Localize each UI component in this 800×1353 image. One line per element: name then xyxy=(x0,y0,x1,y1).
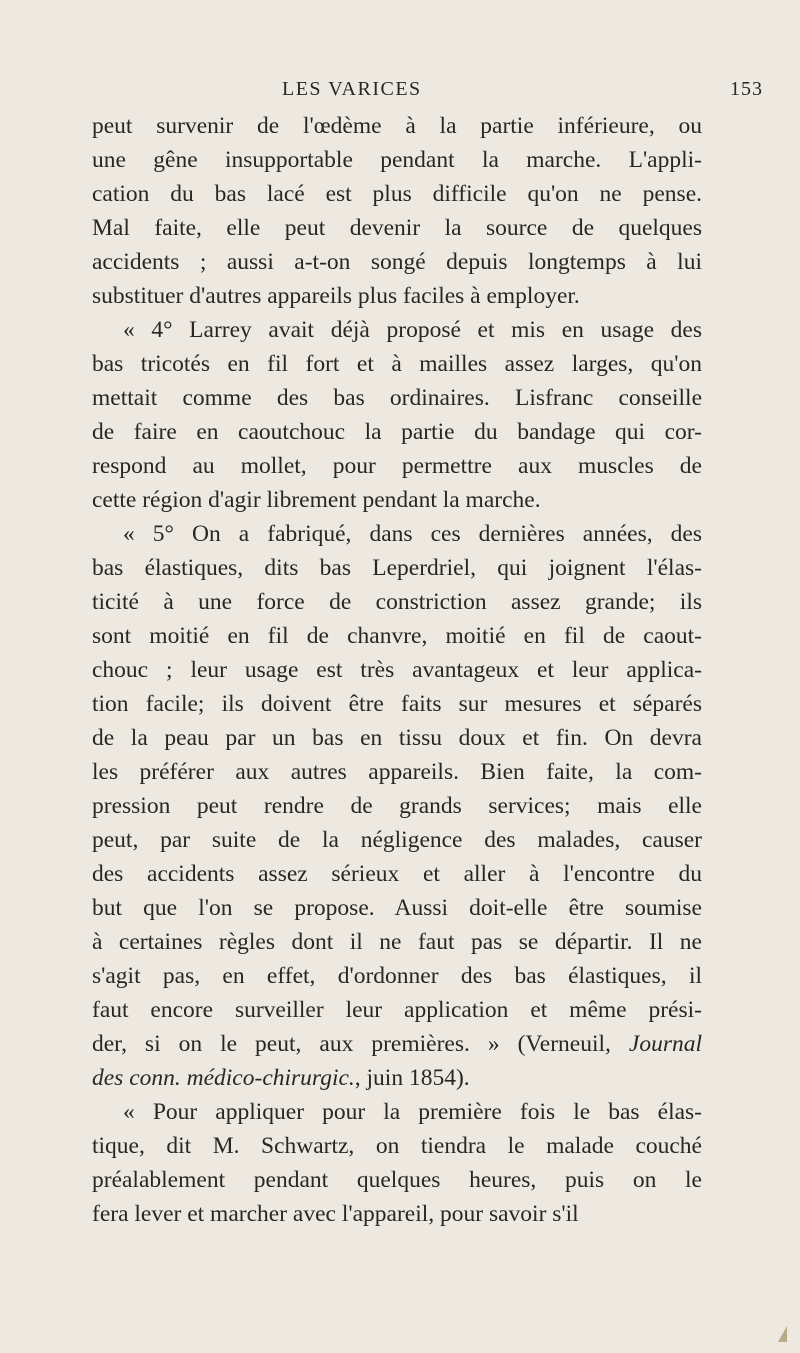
text-line: tique, dit M. Schwartz, on tiendra le malade couché xyxy=(92,1133,702,1159)
citation-date: , juin 1854). xyxy=(354,1065,470,1091)
text-line: substituer d'autres appareils plus faciles à employer. xyxy=(92,283,580,309)
text-line: pression peut rendre de grands services; mais elle xyxy=(92,793,702,819)
page-corner-mark xyxy=(778,1326,787,1342)
text-line: Mal faite, elle peut devenir la source de quelques xyxy=(92,215,702,241)
text-line: cation du bas lacé est plus difficile qu'on ne pense. xyxy=(92,181,702,207)
running-title: LES VARICES xyxy=(282,78,422,100)
text-line: chouc ; leur usage est très avantageux et leur applica- xyxy=(92,657,702,683)
text-line: préalablement pendant quelques heures, puis on le xyxy=(92,1167,702,1193)
text-line: s'agit pas, en effet, d'ordonner des bas élastiques, il xyxy=(92,963,702,989)
journal-title: Journal xyxy=(628,1031,703,1057)
text-line: but que l'on se propose. Aussi doit-elle être soumise xyxy=(92,895,702,921)
text-line-citation xyxy=(92,1027,702,1061)
text-line: respond au mollet, pour permettre aux muscles de xyxy=(92,453,702,479)
text-line: des accidents assez sérieux et aller à l'encontre du xyxy=(92,861,702,887)
text-line: sont moitié en fil de chanvre, moitié en fil de caout- xyxy=(92,623,702,649)
running-head xyxy=(0,78,800,108)
text-line: faut encore surveiller leur application et même prési- xyxy=(92,997,702,1023)
text-line: à certaines règles dont il ne faut pas se départir. Il ne xyxy=(92,929,702,955)
text-line: accidents ; aussi a-t-on songé depuis longtemps à lui xyxy=(92,249,702,275)
text-line: peut, par suite de la négligence des malades, causer xyxy=(92,827,702,853)
text-line: cette région d'agir librement pendant la marche. xyxy=(92,487,541,513)
text-line-citation xyxy=(92,1061,702,1095)
text-line: fera lever et marcher avec l'appareil, pour savoir s'il xyxy=(92,1201,579,1227)
text-line: tion facile; ils doivent être faits sur mesures et séparés xyxy=(92,691,702,717)
text-line: une gêne insupportable pendant la marche. L'appli- xyxy=(92,147,702,173)
journal-title-continued: des conn. médico-chirurgic. xyxy=(92,1065,355,1091)
text-line: les préférer aux autres appareils. Bien faite, la com- xyxy=(92,759,702,785)
citation-text: der, si on le peut, aux premières. » (Verneuil, xyxy=(92,1031,611,1057)
text-line: bas tricotés en fil fort et à mailles assez larges, qu'on xyxy=(92,351,702,377)
text-line: « 4° Larrey avait déjà proposé et mis en usage des xyxy=(123,317,702,343)
text-line: mettait comme des bas ordinaires. Lisfranc conseille xyxy=(92,385,702,411)
text-line: de la peau par un bas en tissu doux et fin. On devra xyxy=(92,725,702,751)
text-line: « Pour appliquer pour la première fois le bas élas- xyxy=(123,1099,702,1125)
page-number: 153 xyxy=(730,78,763,100)
text-line: de faire en caoutchouc la partie du bandage qui cor- xyxy=(92,419,702,445)
text-line: « 5° On a fabriqué, dans ces dernières années, des xyxy=(123,521,702,547)
text-line: peut survenir de l'œdème à la partie inférieure, ou xyxy=(92,113,702,139)
text-line: bas élastiques, dits bas Leperdriel, qui joignent l'élas- xyxy=(92,555,702,581)
text-line: ticité à une force de constriction assez grande; ils xyxy=(92,589,702,615)
